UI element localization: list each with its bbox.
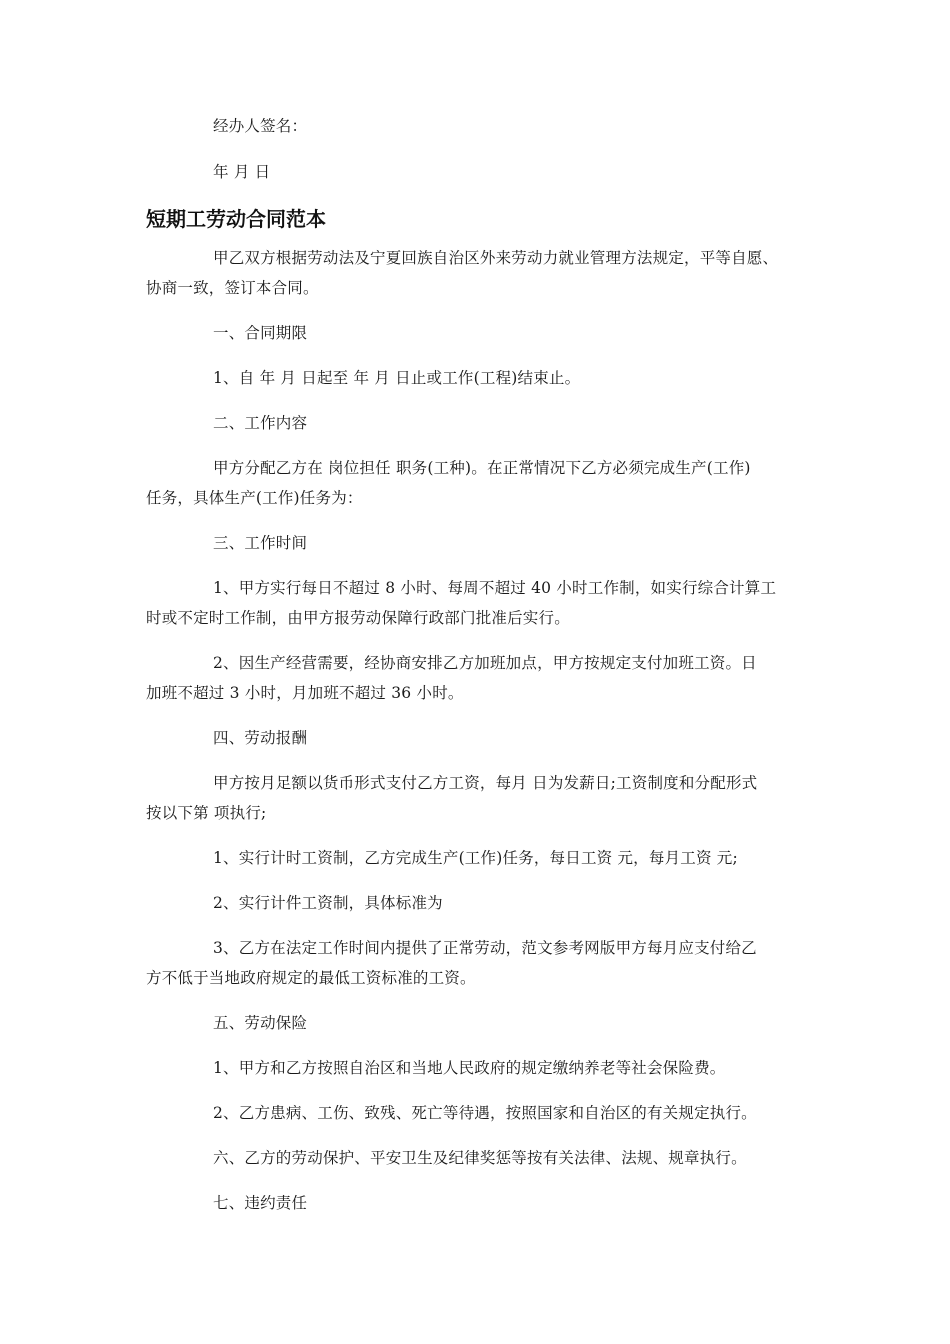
handler-signature-label: 经办人签名： — [213, 117, 308, 135]
section-2-heading: 二、工作内容 — [213, 414, 308, 432]
section-4-heading: 四、劳动报酬 — [213, 729, 308, 747]
section-4-item-3-line-1: 3、乙方在法定工作时间内提供了正常劳动，范文参考网版甲方每月应支付给乙 — [213, 939, 757, 957]
section-1-item-1: 1、自 年 月 日起至 年 月 日止或工作(工程)结束止。 — [213, 369, 581, 387]
section-2-paragraph-line-1: 甲方分配乙方在 岗位担任 职务(工种)。在正常情况下乙方必须完成生产(工作) — [213, 459, 751, 477]
section-2-paragraph-line-2: 任务，具体生产(工作)任务为： — [146, 489, 363, 507]
document-title: 短期工劳动合同范本 — [146, 207, 326, 231]
intro-line-2: 协商一致，签订本合同。 — [146, 279, 319, 297]
section-5-item-1: 1、甲方和乙方按照自治区和当地人民政府的规定缴纳养老等社会保险费。 — [213, 1059, 726, 1077]
section-6-text: 六、乙方的劳动保护、平安卫生及纪律奖惩等按有关法律、法规、规章执行。 — [213, 1149, 747, 1167]
section-4-item-3-line-2: 方不低于当地政府规定的最低工资标准的工资。 — [146, 969, 476, 987]
signature-date: 年 月 日 — [213, 163, 271, 181]
section-3-item-1-line-2: 时或不定时工作制，由甲方报劳动保障行政部门批准后实行。 — [146, 609, 570, 627]
section-3-item-2-line-1: 2、因生产经营需要，经协商安排乙方加班加点，甲方按规定支付加班工资。日 — [213, 654, 757, 672]
section-3-item-2-line-2: 加班不超过 3 小时，月加班不超过 36 小时。 — [146, 684, 464, 702]
intro-line-1: 甲乙双方根据劳动法及宁夏回族自治区外来劳动力就业管理方法规定，平等自愿、 — [213, 249, 779, 267]
section-4-paragraph-line-2: 按以下第 项执行; — [146, 804, 267, 822]
section-4-item-2: 2、实行计件工资制，具体标准为 — [213, 894, 443, 912]
section-5-item-2: 2、乙方患病、工伤、致残、死亡等待遇，按照国家和自治区的有关规定执行。 — [213, 1104, 757, 1122]
section-5-heading: 五、劳动保险 — [213, 1014, 308, 1032]
section-3-heading: 三、工作时间 — [213, 534, 308, 552]
section-3-item-1-line-1: 1、甲方实行每日不超过 8 小时、每周不超过 40 小时工作制，如实行综合计算工 — [213, 579, 777, 597]
section-7-heading: 七、违约责任 — [213, 1194, 308, 1212]
section-1-heading: 一、合同期限 — [213, 324, 308, 342]
section-4-item-1: 1、实行计时工资制，乙方完成生产(工作)任务，每日工资 元，每月工资 元; — [213, 849, 738, 867]
section-4-paragraph-line-1: 甲方按月足额以货币形式支付乙方工资，每月 日为发薪日;工资制度和分配形式 — [213, 774, 758, 792]
